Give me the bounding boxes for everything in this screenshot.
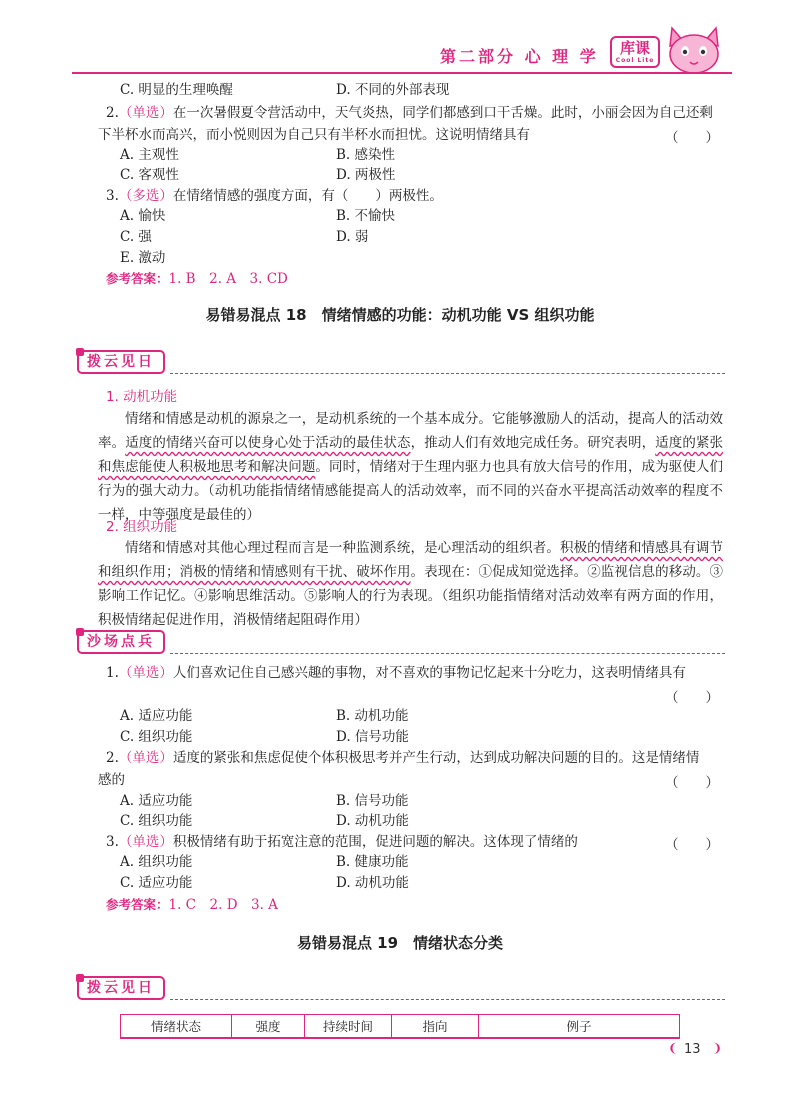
answer-paren: （ ） bbox=[665, 690, 719, 706]
box-label-clarify: 拨云见日 bbox=[77, 350, 165, 374]
table-header-cell: 例子 bbox=[479, 1015, 680, 1039]
option-c: C. 明显的生理唤醒 bbox=[120, 82, 233, 98]
answer-label: 参考答案： bbox=[106, 271, 169, 286]
brand-logo bbox=[610, 36, 660, 68]
question-3 bbox=[106, 187, 443, 205]
paragraph-organization bbox=[98, 536, 723, 632]
practice-question-3 bbox=[106, 833, 578, 851]
paragraph-motivation bbox=[98, 407, 723, 527]
option-c: C. 适应功能 bbox=[120, 875, 193, 891]
box-divider bbox=[170, 653, 725, 655]
para-text: 情绪和情感是动机的源泉之一，是动机系统的一个基本成分。它能够激励人的活动，提高人的活动效率。 bbox=[98, 411, 723, 451]
section-18-title: 易错易混点 18 情绪情感的功能：动机功能 VS 组织功能 bbox=[205, 306, 595, 324]
answer-paren: （ ） bbox=[665, 775, 719, 791]
table-header-cell: 指向 bbox=[392, 1015, 479, 1039]
logo-text: 库课 bbox=[619, 39, 650, 57]
mascot-fox-icon bbox=[664, 24, 724, 76]
emphasis-text: 适度的紧张和焦虑能使人积极地思考和解决问题 bbox=[98, 435, 724, 475]
question-text: 在情绪情感的强度方面，有（ ）两极性。 bbox=[172, 188, 443, 204]
subheading-organization: 2. 组织功能 bbox=[106, 519, 178, 535]
header-section-title: 第二部分 心 理 学 bbox=[440, 47, 599, 66]
question-type-tag: （单选） bbox=[118, 834, 173, 850]
option-d: D. 弱 bbox=[336, 229, 369, 245]
para-text: 。同时，情绪对于生理内驱力也具有放大信号的作用，成为驱使人们行为的强大动力。（动机功能指情绪情感能提高人的活动效率，而不同的兴奋水平提高活动效率的程度不一样，中等强度是最佳的） bbox=[98, 459, 723, 523]
option-c: C. 客观性 bbox=[120, 167, 179, 183]
question-type-tag: （多选） bbox=[118, 188, 173, 204]
option-b: B. 感染性 bbox=[336, 147, 396, 163]
option-a: A. 组织功能 bbox=[120, 854, 193, 870]
page-number-right-deco-icon: ❩ bbox=[712, 1041, 723, 1055]
option-d: D. 不同的外部表现 bbox=[336, 82, 450, 98]
question-text: 人们喜欢记住自己感兴趣的事物，对不喜欢的事物记忆起来十分吃力，这表明情绪具有 bbox=[172, 665, 686, 681]
table-header-cell: 强度 bbox=[232, 1015, 305, 1039]
practice-question-2 bbox=[106, 749, 699, 767]
section-19-title: 易错易混点 19 情绪状态分类 bbox=[296, 934, 504, 952]
box-label-practice: 沙场点兵 bbox=[77, 630, 165, 654]
question-text: 积极情绪有助于拓宽注意的范围，促进问题的解决。这体现了情绪的 bbox=[172, 834, 578, 850]
option-d: D. 信号功能 bbox=[336, 729, 409, 745]
option-a: A. 主观性 bbox=[120, 147, 179, 163]
question-number: 3. bbox=[106, 834, 119, 850]
emotion-state-table bbox=[120, 1014, 680, 1039]
option-d: D. 动机功能 bbox=[336, 813, 409, 829]
box-divider bbox=[170, 999, 725, 1001]
practice-question-1 bbox=[106, 664, 686, 682]
para-text: 。表现在：①促成知觉选择。②监视信息的移动。③影响工作记忆。④影响思维活动。⑤影响人的行为表现。（组织功能指情绪对活动效率有两方面的作用，积极情绪起促进作用，消极情绪起阻碍作用） bbox=[98, 564, 724, 628]
option-d: D. 两极性 bbox=[336, 167, 396, 183]
answer-paren: （ ） bbox=[665, 837, 719, 853]
table-header-row bbox=[121, 1015, 680, 1039]
question-text-cont: 下半杯水而高兴，而小悦则因为自己只有半杯水而担忧。这说明情绪具有 bbox=[98, 127, 530, 143]
emphasis-text: 积极的情绪和情感具有调节和组织作用；消极的情绪和情感则有干扰、破坏作用 bbox=[98, 540, 724, 580]
answer-value: 1. B 2. A 3. CD bbox=[168, 271, 288, 287]
option-b: B. 动机功能 bbox=[336, 708, 409, 724]
answer-paren: （ ） bbox=[665, 130, 719, 146]
question-type-tag: （单选） bbox=[118, 665, 173, 681]
answer-label: 参考答案： bbox=[106, 897, 169, 912]
page-number-left-deco-icon: ❨ bbox=[668, 1041, 679, 1055]
option-a: A. 适应功能 bbox=[120, 708, 193, 724]
question-number: 2. bbox=[106, 750, 119, 766]
page-number: 13 bbox=[684, 1042, 701, 1057]
option-d: D. 动机功能 bbox=[336, 875, 409, 891]
option-c: C. 强 bbox=[120, 229, 152, 245]
question-2 bbox=[106, 104, 713, 122]
option-b: B. 健康功能 bbox=[336, 854, 409, 870]
reference-answer bbox=[106, 270, 288, 288]
box-label-clarify: 拨云见日 bbox=[77, 976, 165, 1000]
logo-subtext: Cool Lite bbox=[615, 57, 655, 64]
answer-value: 1. C 2. D 3. A bbox=[168, 897, 278, 913]
question-number: 1. bbox=[106, 665, 119, 681]
header-divider bbox=[72, 72, 732, 74]
subheading-motivation: 1. 动机功能 bbox=[106, 389, 178, 405]
question-text: 在一次暑假夏令营活动中，天气炎热，同学们都感到口干舌燥。此时，小丽会因为自己还剩 bbox=[172, 105, 713, 121]
question-text: 适度的紧张和焦虑促使个体积极思考并产生行动，达到成功解决问题的目的。这是情绪情 bbox=[172, 750, 700, 766]
reference-answer bbox=[106, 896, 278, 914]
option-c: C. 组织功能 bbox=[120, 729, 193, 745]
emphasis-text: 适度的情绪兴奋可以使身心处于活动的最佳状态 bbox=[125, 435, 411, 451]
option-b: B. 信号功能 bbox=[336, 793, 409, 809]
question-number: 3. bbox=[106, 188, 119, 204]
box-divider bbox=[170, 373, 725, 375]
option-c: C. 组织功能 bbox=[120, 813, 193, 829]
question-type-tag: （单选） bbox=[118, 750, 173, 766]
option-a: A. 适应功能 bbox=[120, 793, 193, 809]
option-a: A. 愉快 bbox=[120, 208, 166, 224]
question-text-cont: 感的 bbox=[98, 772, 125, 788]
para-text: 情绪和情感对其他心理过程而言是一种监测系统，是心理活动的组织者。 bbox=[125, 540, 560, 556]
option-e: E. 激动 bbox=[120, 250, 166, 266]
option-b: B. 不愉快 bbox=[336, 208, 396, 224]
question-number: 2. bbox=[106, 105, 119, 121]
table-header-cell: 情绪状态 bbox=[121, 1015, 232, 1039]
para-text: ，推动人们有效地完成任务。研究表明， bbox=[410, 435, 656, 451]
question-type-tag: （单选） bbox=[118, 105, 173, 121]
table-header-cell: 持续时间 bbox=[305, 1015, 392, 1039]
